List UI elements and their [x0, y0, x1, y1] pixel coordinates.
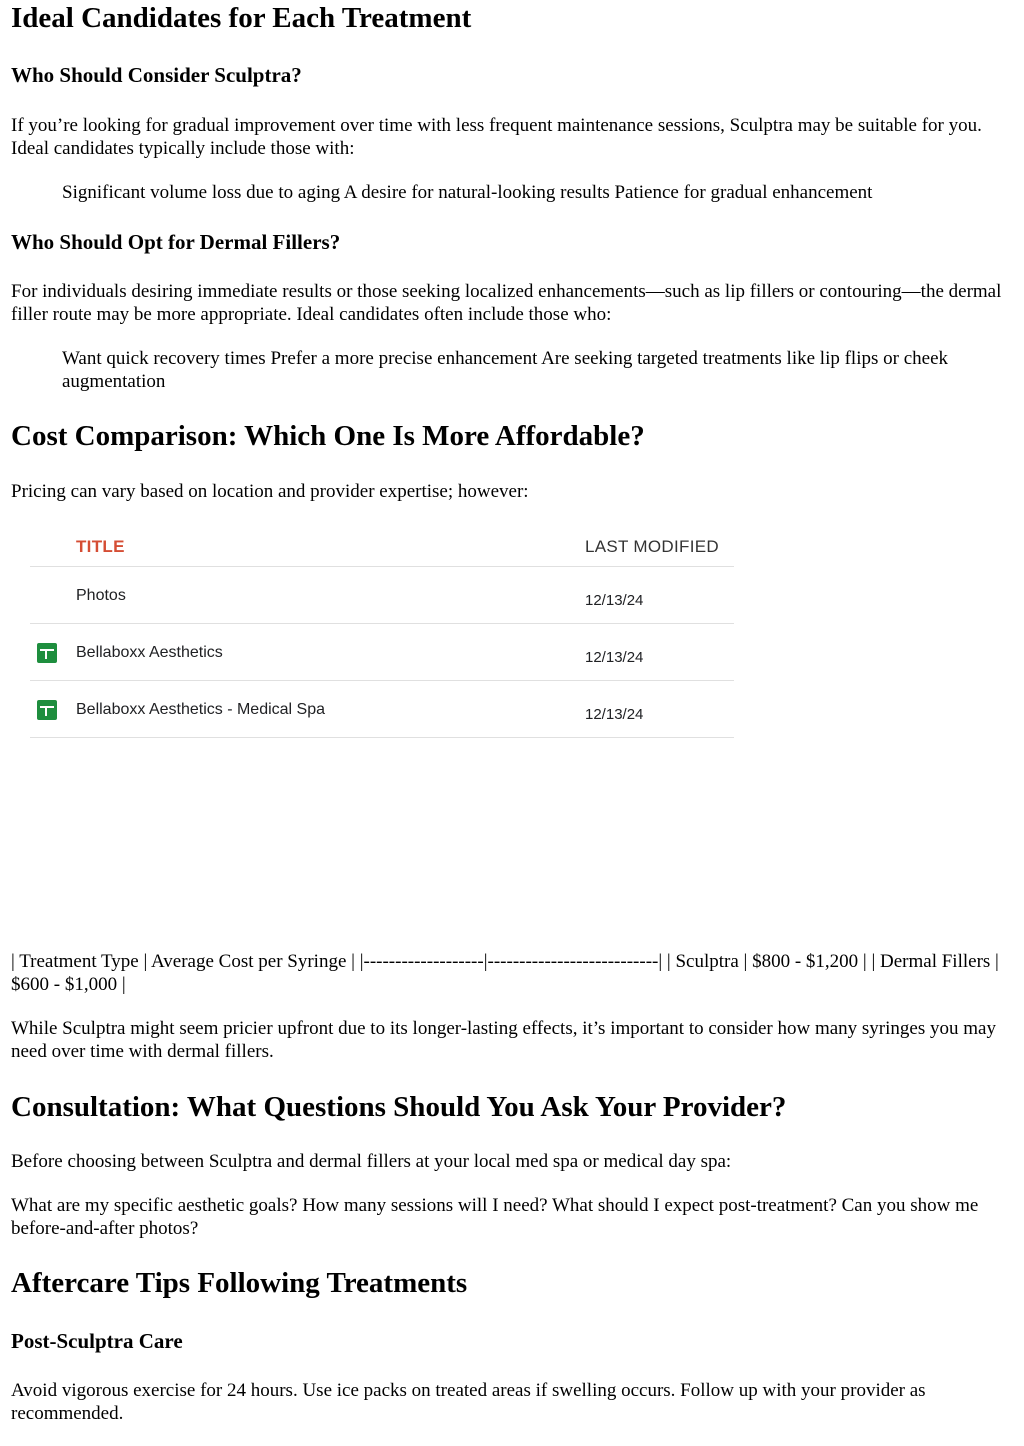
file-modified: 12/13/24: [585, 592, 644, 609]
sculptra-candidates-intro: If you’re looking for gradual improvement over time with less frequent maintenance sessions, Sculptra may be suitable for you. Ideal candidates typically include those with:: [11, 115, 982, 159]
candidates-heading: Ideal Candidates for Each Treatment: [11, 2, 472, 34]
consultation-heading: Consultation: What Questions Should You Ask Your Provider?: [11, 1091, 787, 1123]
post-sculptra-heading: Post-Sculptra Care: [11, 1329, 183, 1353]
file-title[interactable]: Photos: [76, 587, 126, 604]
cost-closing: While Sculptra might seem pricier upfront due to its longer-lasting effects, it’s important to consider how many syringes you may need over time with dermal fillers.: [11, 1018, 996, 1062]
consultation-intro: Before choosing between Sculptra and dermal fillers at your local med spa or medical day spa:: [11, 1151, 732, 1172]
cost-table-text: | Treatment Type | Average Cost per Syringe | |-------------------|---------------------------| | Sculptra | $800 - $1,200 | | Dermal Fillers | $600 - $1,000 |: [11, 951, 999, 995]
file-title[interactable]: Bellaboxx Aesthetics - Medical Spa: [76, 701, 326, 718]
column-title-header[interactable]: TITLE: [76, 537, 125, 556]
fillers-candidates-list: Want quick recovery times Prefer a more precise enhancement Are seeking targeted treatments like lip flips or cheek augmentation: [62, 348, 949, 392]
cost-intro: Pricing can vary based on location and provider expertise; however:: [11, 481, 529, 502]
sheets-icon: [37, 700, 57, 720]
drive-row-bellaboxx-medical-spa[interactable]: [30, 681, 734, 738]
aftercare-heading: Aftercare Tips Following Treatments: [11, 1267, 468, 1299]
file-modified: 12/13/24: [585, 649, 644, 666]
column-last-modified-header[interactable]: LAST MODIFIED: [585, 537, 719, 556]
drive-header-row: [30, 523, 734, 567]
drive-folder-embed: [30, 523, 734, 738]
cost-heading: Cost Comparison: Which One Is More Affordable?: [11, 420, 645, 452]
sheets-icon: [37, 643, 57, 663]
drive-row-bellaboxx-aesthetics[interactable]: [30, 624, 734, 681]
post-sculptra-text: Avoid vigorous exercise for 24 hours. Use ice packs on treated areas if swelling occurs. Follow up with your provider as recommended.: [11, 1380, 926, 1424]
sculptra-candidates-heading: Who Should Consider Sculptra?: [11, 63, 302, 87]
fillers-candidates-intro: For individuals desiring immediate results or those seeking localized enhancements—such as lip fillers or contouring—the dermal filler route may be more appropriate. Ideal candidates often include those who:: [11, 281, 1002, 325]
fillers-candidates-heading: Who Should Opt for Dermal Fillers?: [11, 230, 341, 254]
drive-row-photos[interactable]: [30, 567, 734, 624]
consultation-questions: What are my specific aesthetic goals? How many sessions will I need? What should I expect post-treatment? Can you show me before-and-after photos?: [11, 1195, 979, 1239]
file-title[interactable]: Bellaboxx Aesthetics: [76, 644, 223, 661]
sculptra-candidates-list: Significant volume loss due to aging A desire for natural-looking results Patience for gradual enhancement: [62, 182, 873, 203]
file-modified: 12/13/24: [585, 706, 644, 723]
